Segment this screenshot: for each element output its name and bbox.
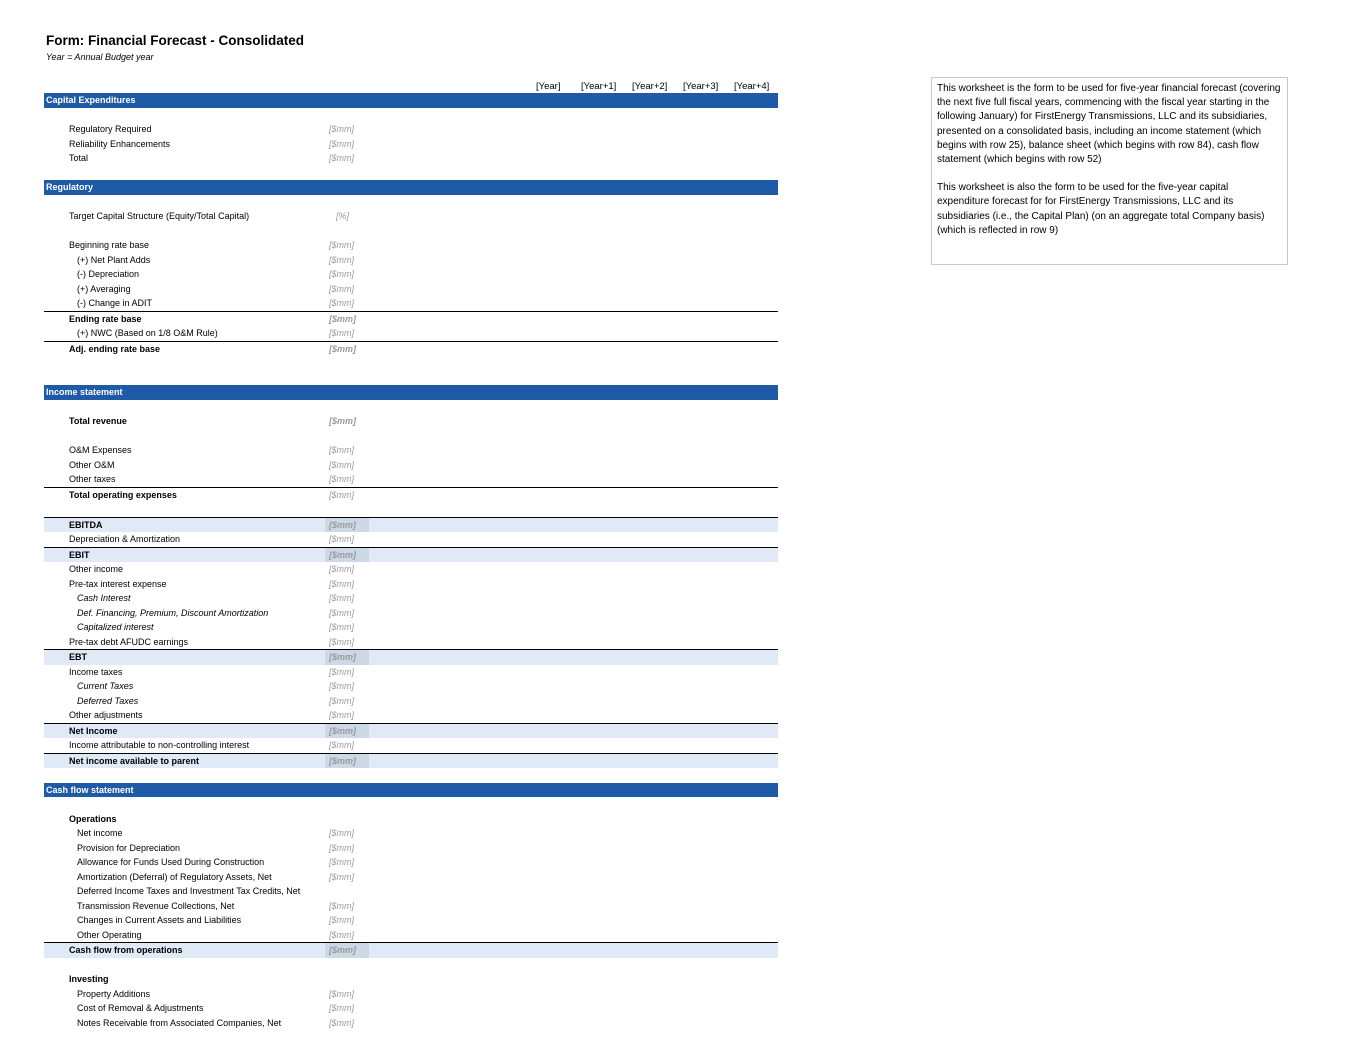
table-row: Other O&M [$mm] <box>44 458 778 473</box>
year-column-header: [Year+3] <box>683 81 719 92</box>
input-cell[interactable]: [$mm] <box>329 328 355 338</box>
table-row: Adj. ending rate base [$mm] <box>44 341 778 357</box>
input-cell[interactable]: [$mm] <box>329 828 355 838</box>
input-cell[interactable]: [$mm] <box>329 915 355 925</box>
table-row: Allowance for Funds Used During Construction [$mm] <box>44 855 778 870</box>
input-cell[interactable]: [$mm] <box>329 240 355 250</box>
table-row: EBT [$mm] <box>44 649 778 665</box>
table-row: Total [$mm] <box>44 151 778 166</box>
input-cell[interactable]: [$mm] <box>329 754 356 769</box>
input-cell[interactable]: [$mm] <box>329 343 357 354</box>
table-row: (+) Averaging [$mm] <box>44 282 778 297</box>
instructions-note <box>931 77 1288 265</box>
table-row: Net Income [$mm] <box>44 723 778 739</box>
input-cell[interactable]: [$mm] <box>329 650 356 665</box>
table-row: Notes Receivable from Associated Companies, Net [$mm] <box>44 1016 778 1031</box>
year-column-header: [Year] <box>536 81 561 92</box>
input-cell[interactable]: [$mm] <box>329 564 355 574</box>
table-row: O&M Expenses [$mm] <box>44 443 778 458</box>
note-paragraph: This worksheet is also the form to be used for the five-year capital expenditure forecast for for FirstEnergy Transmissions, LLC and its subsidiaries (i.e., the Capital Plan) (on an aggregate total Company basis) (which is reflected in row 9) <box>937 182 1265 236</box>
input-cell[interactable]: [$mm] <box>329 445 355 455</box>
input-cell[interactable]: [$mm] <box>329 636 355 647</box>
table-row: Amortization (Deferral) of Regulatory Assets, Net [$mm] <box>44 870 778 885</box>
input-cell[interactable]: [$mm] <box>329 943 356 958</box>
year-column-header: [Year+4] <box>734 81 770 92</box>
input-cell[interactable]: [$mm] <box>329 988 355 999</box>
input-cell[interactable]: [$mm] <box>329 548 356 563</box>
input-cell[interactable]: [$mm] <box>329 740 355 750</box>
page-subtitle: Year = Annual Budget year <box>46 52 154 62</box>
table-row: Provision for Depreciation [$mm] <box>44 841 778 856</box>
input-cell[interactable]: [$mm] <box>329 666 355 677</box>
input-cell[interactable]: [$mm] <box>329 416 357 426</box>
page-title: Form: Financial Forecast - Consolidated <box>46 33 305 48</box>
table-row: Deferred Income Taxes and Investment Tax Credits, Net <box>77 886 301 896</box>
forecast-sheet <box>44 93 778 1030</box>
input-cell[interactable]: [$mm] <box>329 254 355 265</box>
table-row: Total operating expenses [$mm] <box>44 487 778 503</box>
table-row: Other adjustments [$mm] <box>44 708 778 723</box>
table-row: (+) Net Plant Adds [$mm] <box>44 253 778 268</box>
input-cell[interactable]: [$mm] <box>329 607 355 618</box>
input-cell[interactable]: [$mm] <box>329 474 355 484</box>
input-cell[interactable]: [$mm] <box>329 459 355 470</box>
table-row: Net income available to parent [$mm] <box>44 753 778 769</box>
input-cell[interactable]: [$mm] <box>329 138 355 149</box>
table-row: Income attributable to non-controlling interest [$mm] <box>44 738 778 753</box>
table-row: Regulatory Required [$mm] <box>44 122 778 137</box>
section-header-regulatory: Regulatory <box>44 180 778 195</box>
year-header-row <box>0 81 780 92</box>
table-row: Pre-tax debt AFUDC earnings [$mm] <box>44 635 778 650</box>
input-cell[interactable]: [$mm] <box>329 900 355 911</box>
input-cell[interactable]: [$mm] <box>329 871 355 882</box>
input-cell[interactable]: [$mm] <box>329 1003 355 1013</box>
table-row: Capitalized interest [$mm] <box>44 620 778 635</box>
table-row: Total revenue [$mm] <box>44 414 778 429</box>
input-cell[interactable]: [$mm] <box>329 857 355 867</box>
input-cell[interactable]: [$mm] <box>329 695 355 706</box>
table-row: Depreciation & Amortization [$mm] <box>44 532 778 547</box>
subsection-label-investing: Investing <box>69 974 109 984</box>
input-cell[interactable]: [$mm] <box>329 929 355 940</box>
table-row: Ending rate base [$mm] <box>44 311 778 327</box>
input-cell[interactable]: [$mm] <box>329 1017 355 1028</box>
table-row: Pre-tax interest expense [$mm] <box>44 577 778 592</box>
input-cell[interactable]: [$mm] <box>329 489 355 500</box>
input-cell[interactable]: [$mm] <box>329 298 355 308</box>
table-row: Current Taxes [$mm] <box>44 679 778 694</box>
table-row: EBIT [$mm] <box>44 547 778 563</box>
input-cell[interactable]: [$mm] <box>329 710 355 720</box>
table-row: Income taxes [$mm] <box>44 665 778 680</box>
table-row: Def. Financing, Premium, Discount Amortization [$mm] <box>44 606 778 621</box>
table-row: (-) Depreciation [$mm] <box>44 267 778 282</box>
input-cell[interactable]: [$mm] <box>329 724 356 739</box>
table-row: Cost of Removal & Adjustments [$mm] <box>44 1001 778 1016</box>
input-cell[interactable]: [%] <box>336 211 350 221</box>
section-header-income: Income statement <box>44 385 778 400</box>
table-row: Other taxes [$mm] <box>44 472 778 487</box>
note-paragraph: This worksheet is the form to be used for five-year financial forecast (covering the next five full fiscal years, commencing with the fiscal year starting in the following January) for FirstEnergy Transmissions, LLC and its subsidiaries, presented on a consolidated basis, including an income statement (which begins with row 25), balance sheet (which begins with row 84), cash flow statement (which begins with row 52) <box>937 83 1281 166</box>
section-header-cashflow: Cash flow statement <box>44 783 778 798</box>
input-cell[interactable]: [$mm] <box>329 534 355 544</box>
year-column-header: [Year+2] <box>632 81 668 92</box>
table-row: (+) NWC (Based on 1/8 O&M Rule) [$mm] <box>44 326 778 341</box>
input-cell[interactable]: [$mm] <box>329 593 355 603</box>
table-row: Cash Interest [$mm] <box>44 591 778 606</box>
input-cell[interactable]: [$mm] <box>329 153 355 163</box>
table-row: EBITDA [$mm] <box>44 517 778 533</box>
table-row: Deferred Taxes [$mm] <box>44 694 778 709</box>
input-cell[interactable]: [$mm] <box>329 578 355 589</box>
table-row: Net income [$mm] <box>44 826 778 841</box>
table-row: Beginning rate base [$mm] <box>44 238 778 253</box>
subsection-label-operations: Operations <box>69 813 117 824</box>
input-cell[interactable]: [$mm] <box>329 681 355 691</box>
input-cell[interactable]: [$mm] <box>329 124 355 134</box>
table-row: (-) Change in ADIT [$mm] <box>44 296 778 311</box>
table-row: Other income [$mm] <box>44 562 778 577</box>
table-row: Other Operating [$mm] <box>44 928 778 943</box>
input-cell[interactable]: [$mm] <box>329 269 355 279</box>
year-column-header: [Year+1] <box>581 81 617 92</box>
input-cell[interactable]: [$mm] <box>329 518 356 533</box>
table-row: Cash flow from operations [$mm] <box>44 942 778 958</box>
table-row: Changes in Current Assets and Liabilities [$mm] <box>44 913 778 928</box>
input-cell[interactable]: [$mm] <box>329 622 355 632</box>
table-row: Transmission Revenue Collections, Net [$mm] <box>44 899 778 914</box>
table-row: Reliability Enhancements [$mm] <box>44 137 778 152</box>
section-header-capex: Capital Expenditures <box>44 93 778 108</box>
input-cell[interactable]: [$mm] <box>329 842 355 853</box>
input-cell[interactable]: [$mm] <box>329 283 355 294</box>
table-row: Target Capital Structure (Equity/Total Capital) [%] <box>44 209 778 224</box>
table-row: Property Additions [$mm] <box>44 987 778 1002</box>
input-cell[interactable]: [$mm] <box>329 313 357 324</box>
